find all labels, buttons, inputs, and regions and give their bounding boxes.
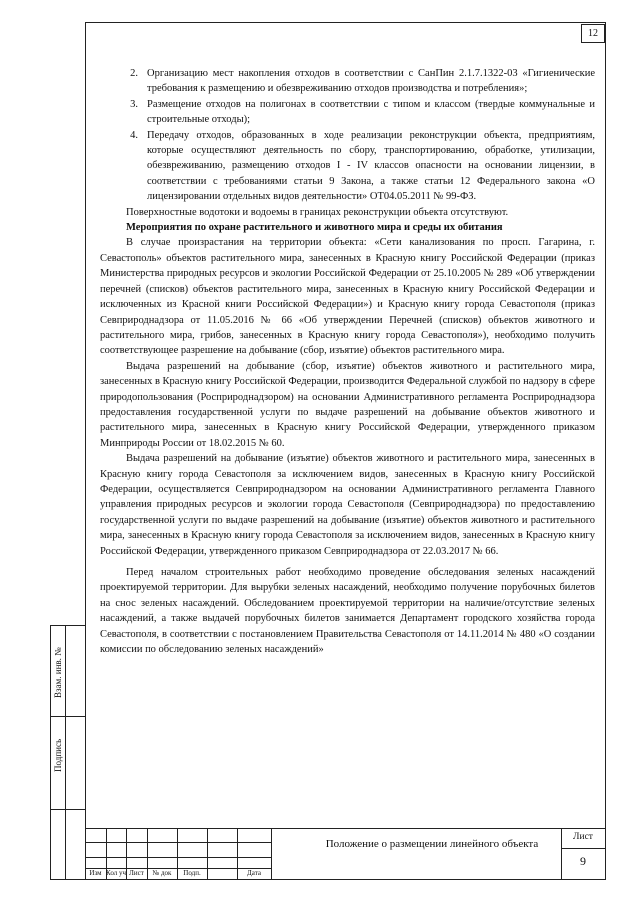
title-block-rule <box>207 828 208 880</box>
paragraph-water: Поверхностные водотоки и водоемы в границах реконструкции объекта отсутствуют. <box>126 206 509 218</box>
side-stamp-sign-label: Подпись <box>53 738 63 772</box>
title-block-rule <box>85 828 606 829</box>
paragraph: В случае произрастания на территории объекта: «Сети канализования по просп. Гагарина, г. Севастополь» объектов растительного мира, занесенных в Красную книгу Российской Федерации (приказ Министерства природных ресурсов и экологии Российской Федерации от 25.10.2005 № 289 «Об утверждении перечней (списков) объектов растительного мира, занесенных в Красную книгу Российской Федерации и исключенных из Красной книги Российской Федерации») и Красную книгу города Севастополя (приказ Севприроднадзора от 11.05.2016 № 66 «Об утверждении Перечней (списков) объектов животного и растительного мира, грибов, занесенных в Красную книгу города Севастополя»), необходимо получить соответствующее разрешение на добывание (сбор, изъятие) объектов растительного мира. <box>100 237 595 357</box>
list-item-number: 2. <box>130 68 138 79</box>
title-block-col-label: № док <box>152 869 172 877</box>
section-heading: Мероприятия по охране растительного и животного мира и среды их обитания <box>126 222 503 234</box>
title-block-col-label: Изм <box>89 869 102 877</box>
document-title: Положение о размещении линейного объекта <box>325 838 539 850</box>
page-number: 12 <box>581 24 605 43</box>
side-stamp-divider <box>51 716 85 717</box>
paragraph: Выдача разрешений на добывание (сбор, изъятие) объектов животного и растительного мира, занесенных в Красную книгу Российской Федерации, производится Федеральной службой по надзору в сфере природопользования (Росприроднадзором) на основании Административного регламента Росприроднадзора предоставления государственной услуги по выдаче разрешений на добывание объектов животного и растительного мира, занесенных в Красную книгу Российской Федерации, утвержденного приказом Минприроды России от 18.02.2015 № 60. <box>100 360 595 449</box>
title-block-col-label: Кол уч <box>106 869 126 877</box>
title-block-col-label: Подп. <box>183 869 201 877</box>
list-item-number: 4. <box>130 129 138 141</box>
list-item-text: Организацию мест накопления отходов в соответствии с СанПин 2.1.7.1322-03 «Гигиенические требования к размещению и обезвреживанию отходов производства и потребления»; <box>147 68 595 95</box>
list-item-text: Передачу отходов, образованных в ходе реализации реконструкции объекта, предприятиям, которые осуществляют деятельность по сбору, транспортированию, обработке, утилизации, обезвреживанию, размещению отходов I - IV классов опасности на основании лицензии, в соответствии с требованиями статьи 9 Закона, а также статьи 12 Федерального закона «О лицензировании отдельных видов деятельности» ОТ04.05.2011 № 99-ФЗ. <box>147 129 595 203</box>
title-block-col-label: Лист <box>129 869 144 877</box>
paragraph: Перед началом строительных работ необходимо проведение обследования зеленых насаждений проектируемой территории. Для вырубки зеленых насаждений, необходимо получение порубочных билетов на снос зеленых насаждений. Обследованием проектируемой территории на наличие/отсутствие зеленых насаждений, а также выдачей порубочных билетов занимается Департамент городского хозяйства города Севастополя, в соответствии с постановлением Правительства Севастополя от 14.11.2014 № 480 «О создании комиссии по обследованию зеленых насаждений» <box>100 567 595 656</box>
title-block <box>85 828 606 880</box>
list-item <box>100 66 595 97</box>
list-item-text: Размещение отходов на полигонах в соответствии с типом и классом (твердые коммунальные и строительные отходы); <box>147 98 595 126</box>
sheet-label: Лист <box>573 832 593 842</box>
numbered-list <box>100 66 595 205</box>
side-stamp-divider <box>65 626 66 879</box>
title-block-rule <box>271 828 272 880</box>
title-block-rule <box>85 842 271 843</box>
title-block-rule <box>561 848 606 849</box>
list-item <box>100 97 595 128</box>
side-stamp <box>50 625 85 880</box>
document-body <box>100 66 595 657</box>
sheet-number: 9 <box>580 854 586 868</box>
side-stamp-divider <box>51 809 85 810</box>
list-item <box>100 128 595 205</box>
title-block-rule <box>85 857 271 858</box>
side-stamp-inv-label: Взам. инв. № <box>53 647 63 698</box>
list-item-number: 3. <box>130 98 138 110</box>
paragraph: Выдача разрешений на добывание (изъятие) объектов животного и растительного мира, занесенных в Красную книгу города Севастополя за исключением видов, занесенных в Красную книгу Российской Федерации, осуществляется Севприроднадзором на основании Административного регламента Главного управления природных ресурсов и экологии города Севастополя (Севприроднадзора) по предоставлению государственной услуги по выдаче разрешений на добывание (изъятие) объектов животного и растительного мира, занесенных в Красную книгу города Севастополя за исключением видов, занесенных в Красную книгу Российской Федерации, утвержденного приказом Севприроднадзора от 22.03.2017 № 66. <box>100 453 595 557</box>
title-block-col-label: Дата <box>247 869 261 877</box>
